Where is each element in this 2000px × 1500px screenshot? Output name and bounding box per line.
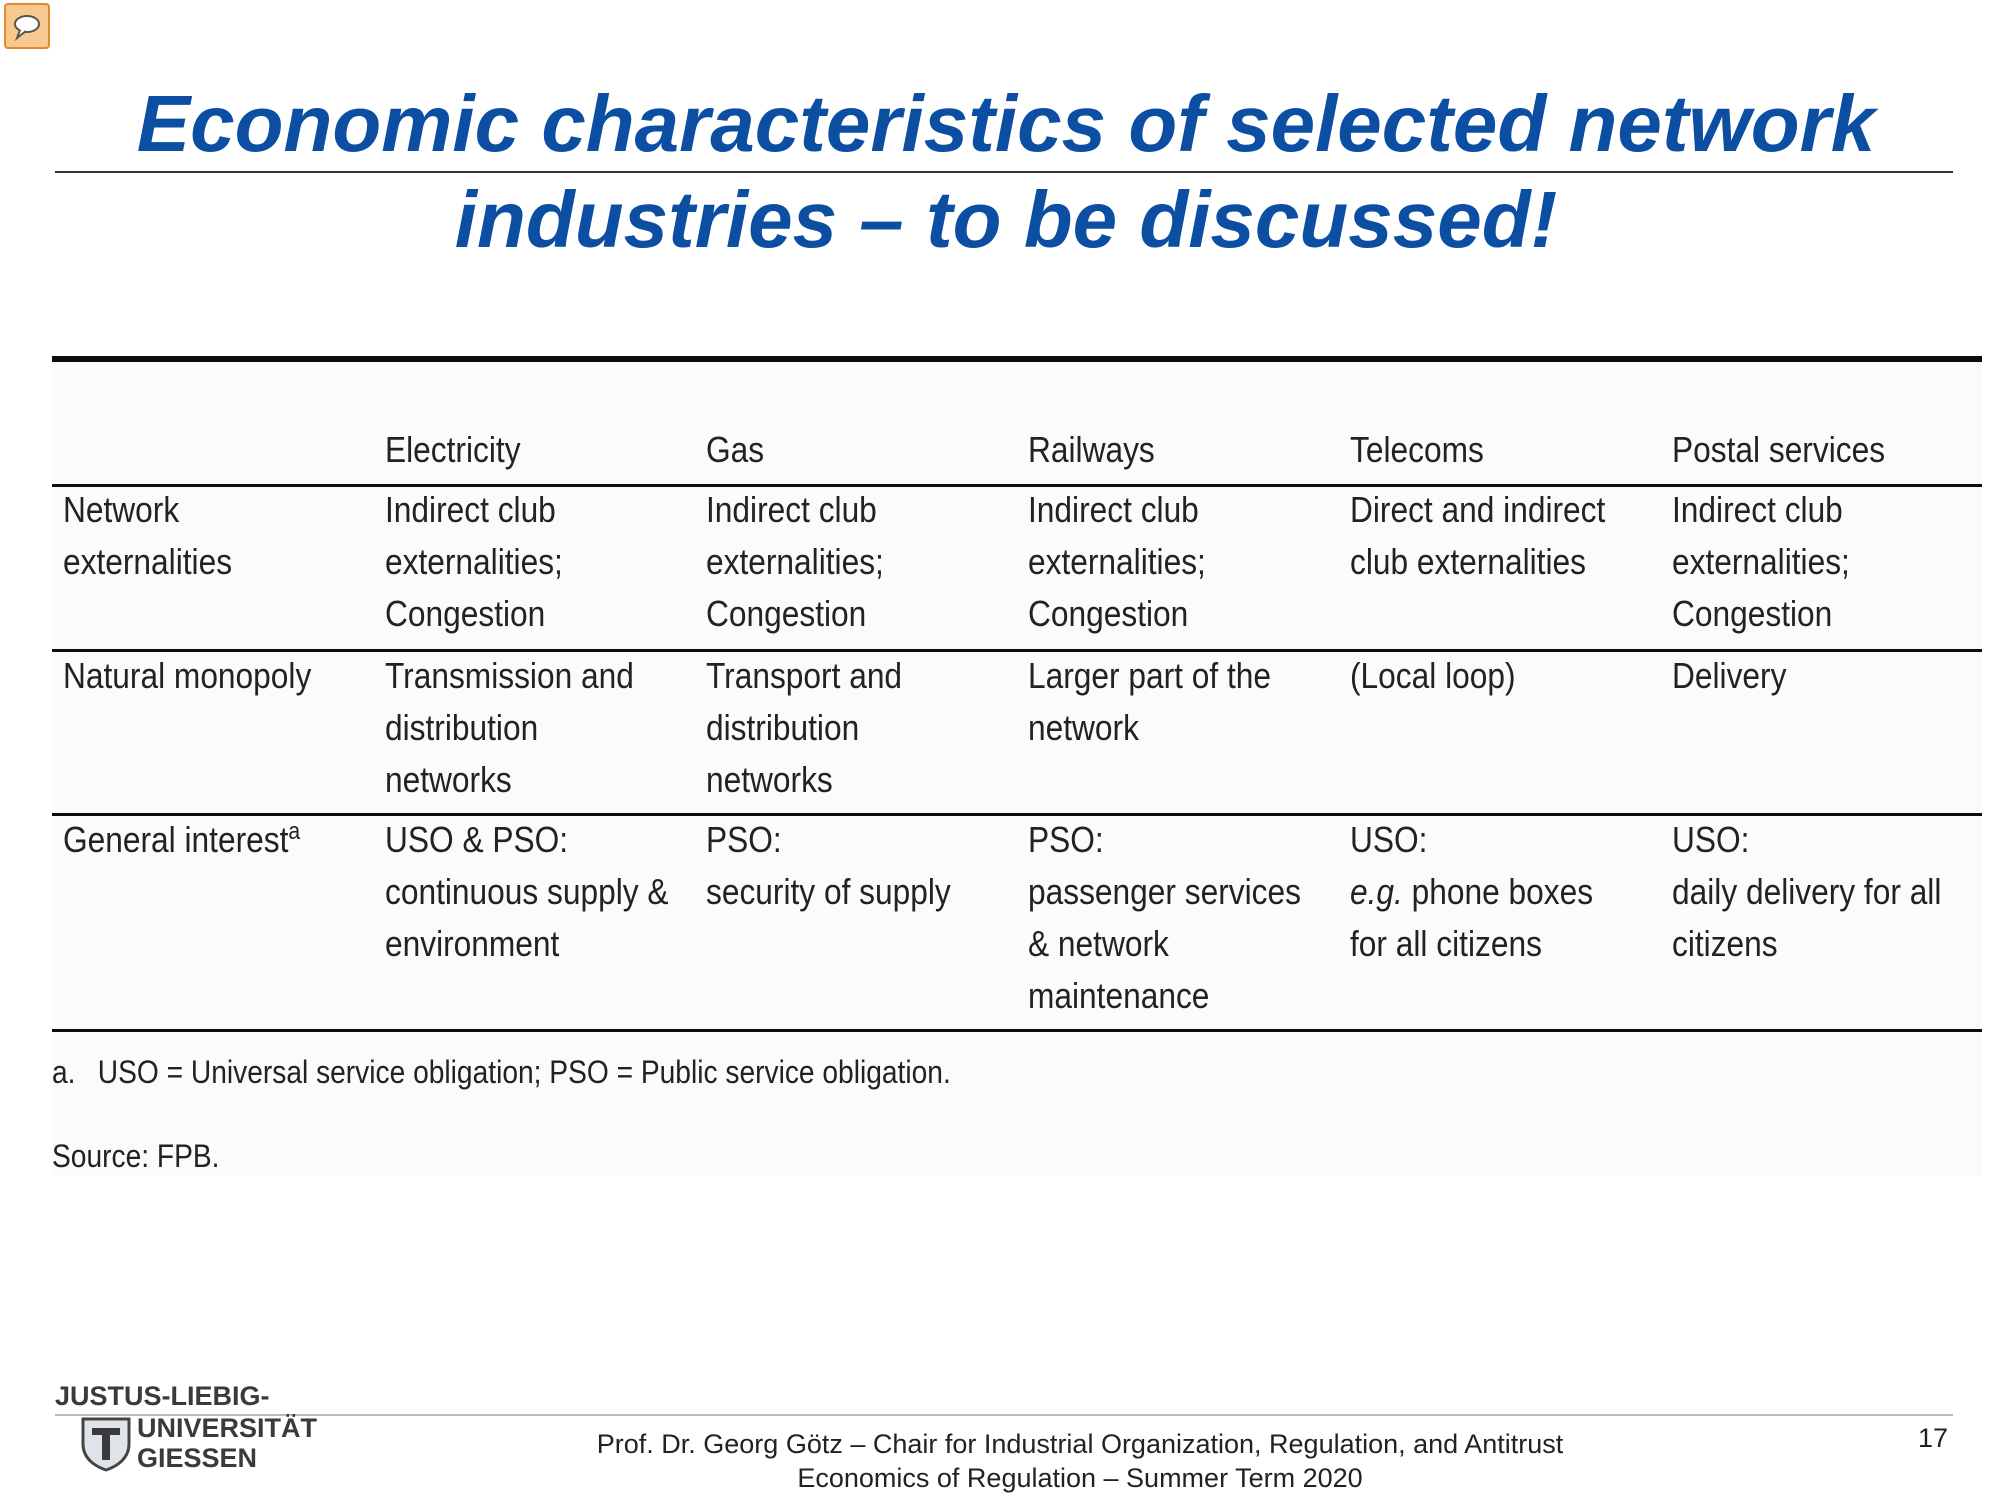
row-label-general-interest <box>63 814 300 866</box>
column-header-railways: Railways <box>1028 429 1155 470</box>
table-cell: Direct and indirect club externalities <box>1350 489 1606 582</box>
footnote-marker: a <box>288 818 301 845</box>
cell-line: USO: <box>1350 819 1428 860</box>
table-cell: Larger part of the network <box>1028 655 1272 748</box>
table-footnote <box>52 1054 951 1091</box>
slide-title-line2: industries – to be discussed! <box>454 175 1558 264</box>
row-label-text: General interest <box>63 819 289 860</box>
footnote-text: USO = Universal service obligation; PSO = Public service obligation. <box>97 1054 951 1090</box>
column-header-telecoms: Telecoms <box>1350 429 1484 470</box>
table-cell: PSO: security of supply <box>706 819 951 912</box>
cell-emphasis: e.g. <box>1350 871 1403 912</box>
table-cell: Indirect club externalities; Congestion <box>385 489 563 634</box>
column-header-electricity: Electricity <box>385 429 521 470</box>
university-logo-city: GIESSEN <box>137 1443 258 1473</box>
footer-course: Economics of Regulation – Summer Term 2020 <box>797 1463 1363 1493</box>
page-number: 17 <box>1918 1423 1949 1453</box>
column-header-postal-services: Postal services <box>1672 429 1886 470</box>
footnote-marker: a. <box>52 1054 76 1090</box>
cell-line: phone boxes <box>1402 871 1594 912</box>
table-cell: Transmission and distribution networks <box>385 655 634 800</box>
comment-icon[interactable] <box>4 3 50 49</box>
table-cell: (Local loop) <box>1350 655 1516 696</box>
table-cell: Indirect club externalities; Congestion <box>706 489 884 634</box>
footer-author: Prof. Dr. Georg Götz – Chair for Industrial Organization, Regulation, and Antitrust <box>596 1429 1564 1459</box>
slide-title-line1: Economic characteristics of selected network <box>136 79 1876 168</box>
table-source: Source: FPB. <box>52 1138 220 1174</box>
table-bottom-rule <box>52 1029 1982 1032</box>
table-cell: Indirect club externalities; Congestion <box>1672 489 1850 634</box>
row-label-network-externalities: Network externalities <box>63 489 233 582</box>
university-logo-name: UNIVERSITÄT <box>137 1413 318 1443</box>
cell-line: for all citizens <box>1350 923 1542 964</box>
row-label-natural-monopoly: Natural monopoly <box>63 655 312 696</box>
column-header-gas: Gas <box>706 429 765 470</box>
table-cell: Indirect club externalities; Congestion <box>1028 489 1206 634</box>
table-cell: USO & PSO: continuous supply & environment <box>385 819 669 964</box>
university-logo-text: JUSTUS-LIEBIG- <box>55 1381 270 1411</box>
table-cell: USO: daily delivery for all citizens <box>1672 819 1942 964</box>
table-cell: PSO: passenger services & network maintenance <box>1028 819 1301 1016</box>
table-cell-telecoms-general-interest <box>1350 814 1593 970</box>
table-cell: Delivery <box>1672 655 1787 696</box>
table-cell: Transport and distribution networks <box>706 655 903 800</box>
characteristics-table <box>52 356 1982 1176</box>
footer-divider <box>55 1414 1953 1416</box>
table-top-rule <box>52 356 1982 362</box>
